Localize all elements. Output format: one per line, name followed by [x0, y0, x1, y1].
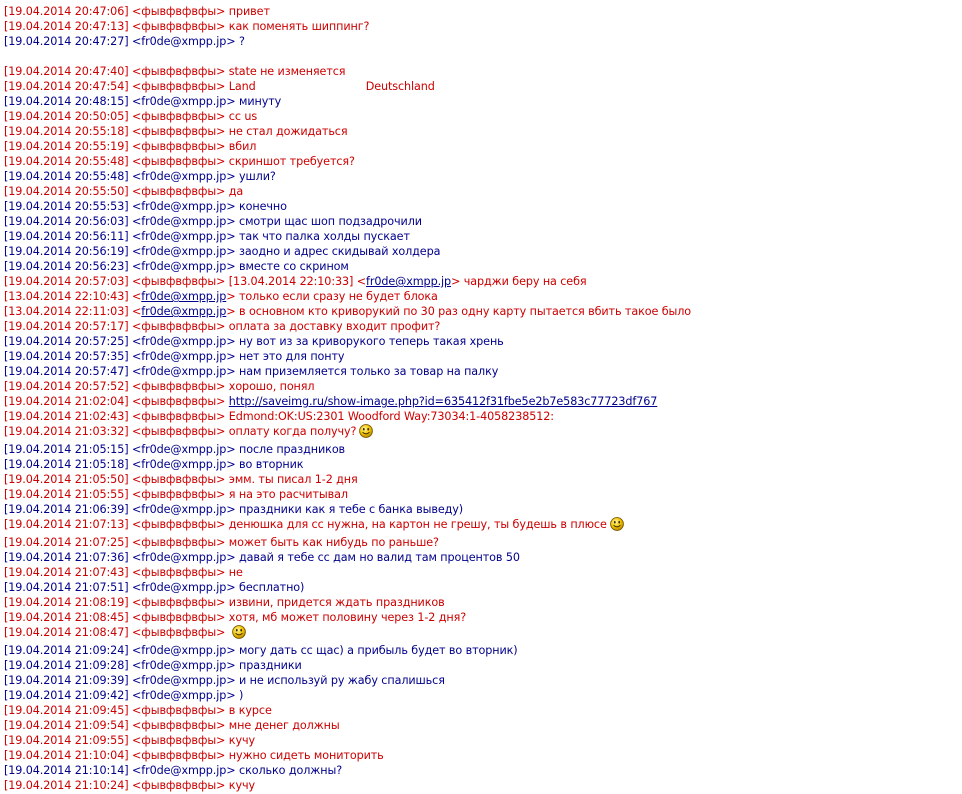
message-nick: <фывфвфвфы>: [131, 110, 226, 123]
message-nick: <fr0de@xmpp.jp>: [131, 350, 236, 363]
message-text: вместе со скрином: [239, 260, 349, 273]
message-text: праздники как я тебе с банка выведу): [239, 503, 464, 516]
message-text: не: [228, 566, 243, 579]
message-nick: <фывфвфвфы>: [131, 719, 226, 732]
message-nick: <фывфвфвфы>: [131, 395, 226, 408]
message-timestamp: [19.04.2014 20:55:48]: [4, 155, 129, 168]
chat-line: [4, 703, 962, 718]
message-timestamp: [19.04.2014 20:57:25]: [4, 335, 129, 348]
message-text: ну вот из за криворукого теперь такая хрень: [239, 335, 504, 348]
message-timestamp: [19.04.2014 20:47:06]: [4, 5, 129, 18]
message-timestamp: [19.04.2014 20:55:18]: [4, 125, 129, 138]
message-text: хорошо, понял: [228, 380, 315, 393]
chat-line: [4, 109, 962, 124]
message-nick: <fr0de@xmpp.jp>: [131, 503, 236, 516]
message-text: эмм. ты писал 1-2 дня: [228, 473, 358, 486]
chat-line: [4, 778, 962, 793]
chat-line: [4, 565, 962, 580]
message-text: Edmond:OK:US:2301 Woodford Way:73034:1-4058238512:: [228, 410, 554, 423]
chat-line: [4, 472, 962, 487]
message-text: смотри щас шоп подзадрочили: [239, 215, 422, 228]
chat-line: [4, 763, 962, 778]
message-text: минуту: [239, 95, 282, 108]
message-timestamp: [19.04.2014 21:10:04]: [4, 749, 129, 762]
chat-line: [4, 379, 962, 394]
message-nick: <fr0de@xmpp.jp>: [131, 443, 236, 456]
chat-line: [4, 487, 962, 502]
message-text: ): [239, 689, 244, 702]
message-nick: <fr0de@xmpp.jp>: [131, 170, 236, 183]
message-nick: <фывфвфвфы>: [131, 155, 226, 168]
message-nick: <фывфвфвфы>: [131, 80, 226, 93]
smiley-wrap: [356, 425, 373, 438]
message-text: во вторник: [239, 458, 304, 471]
message-text: не стал дожидаться: [228, 125, 348, 138]
message-text: state не изменяется: [228, 65, 346, 78]
message-nick: <фывфвфвфы>: [131, 536, 226, 549]
message-nick: <фывфвфвфы>: [131, 488, 226, 501]
message-nick: <фывфвфвфы>: [131, 320, 226, 333]
message-text: вбил: [228, 140, 257, 153]
message-text: кучу: [228, 734, 256, 747]
message-nick: <фывфвфвфы>: [131, 380, 226, 393]
chat-line: [4, 442, 962, 457]
message-text: скриншот требуется?: [228, 155, 355, 168]
message-nick: <fr0de@xmpp.jp>: [131, 458, 236, 471]
message-nick: <fr0de@xmpp.jp>: [131, 200, 236, 213]
chat-line: [4, 139, 962, 154]
message-nick: <фывфвфвфы>: [131, 410, 226, 423]
message-timestamp: [19.04.2014 21:09:54]: [4, 719, 129, 732]
message-nick: <фывфвфвфы>: [131, 611, 226, 624]
message-nick: <: [131, 305, 142, 318]
message-timestamp: [19.04.2014 21:07:51]: [4, 581, 129, 594]
message-nick: <фывфвфвфы>: [131, 185, 226, 198]
smiley-icon: [610, 517, 624, 531]
message-timestamp: [19.04.2014 20:57:17]: [4, 320, 129, 333]
message-text: Deutschland: [365, 80, 435, 93]
message-timestamp: [19.04.2014 20:55:53]: [4, 200, 129, 213]
chat-line: [4, 550, 962, 565]
message-text: кучу: [228, 779, 256, 792]
chat-line: [4, 517, 962, 535]
message-timestamp: [19.04.2014 21:09:42]: [4, 689, 129, 702]
chat-line: [4, 274, 962, 289]
message-timestamp: [19.04.2014 21:02:43]: [4, 410, 129, 423]
message-timestamp: [19.04.2014 20:57:35]: [4, 350, 129, 363]
message-timestamp: [19.04.2014 20:50:05]: [4, 110, 129, 123]
message-nick: <fr0de@xmpp.jp>: [131, 335, 236, 348]
message-text: привет: [228, 5, 270, 18]
chat-line: [4, 658, 962, 673]
message-timestamp: [19.04.2014 20:57:03]: [4, 275, 129, 288]
smiley-wrap: [229, 626, 246, 639]
message-timestamp: [19.04.2014 20:55:19]: [4, 140, 129, 153]
message-text: оплата за доставку входит профит?: [228, 320, 441, 333]
chat-line: [4, 457, 962, 472]
message-nick: <fr0de@xmpp.jp>: [131, 551, 236, 564]
message-timestamp: [19.04.2014 21:09:28]: [4, 659, 129, 672]
chat-line: [4, 34, 962, 49]
message-nick: <фывфвфвфы>: [131, 596, 226, 609]
message-nick: <fr0de@xmpp.jp>: [131, 659, 236, 672]
message-timestamp: [19.04.2014 20:55:50]: [4, 185, 129, 198]
message-timestamp: [19.04.2014 21:08:47]: [4, 626, 129, 639]
message-timestamp: [19.04.2014 21:07:13]: [4, 518, 129, 531]
chat-line: [4, 289, 962, 304]
message-nick: <fr0de@xmpp.jp>: [131, 245, 236, 258]
message-timestamp: [19.04.2014 21:02:04]: [4, 395, 129, 408]
message-timestamp: [19.04.2014 21:09:24]: [4, 644, 129, 657]
message-nick: <фывфвфвфы>: [131, 20, 226, 33]
message-text: и не используй ру жабу спалишься: [239, 674, 445, 687]
quoted-prefix: [13.04.2014 22:10:33] <: [228, 275, 367, 288]
message-text: заодно и адрес скидывай холдера: [239, 245, 441, 258]
message-text: > в основном кто криворукий по 30 раз одну карту пытается вбить такое было: [226, 305, 692, 318]
chat-line: [4, 748, 962, 763]
message-text: Land: [228, 80, 256, 93]
message-timestamp: [19.04.2014 21:08:19]: [4, 596, 129, 609]
message-text: сколько должны?: [239, 764, 343, 777]
jid-link[interactable]: fr0de@xmpp.jp: [141, 290, 227, 303]
message-nick: <: [131, 290, 142, 303]
message-nick: <фывфвфвфы>: [131, 734, 226, 747]
message-timestamp: [19.04.2014 21:05:18]: [4, 458, 129, 471]
chat-line: [4, 184, 962, 199]
message-text: после праздников: [239, 443, 346, 456]
message-timestamp: [19.04.2014 21:03:32]: [4, 425, 129, 438]
message-timestamp: [19.04.2014 21:10:24]: [4, 779, 129, 792]
jid-link[interactable]: fr0de@xmpp.jp: [366, 275, 452, 288]
message-nick: <fr0de@xmpp.jp>: [131, 260, 236, 273]
message-nick: <fr0de@xmpp.jp>: [131, 689, 236, 702]
message-text: могу дать сс щас) а прибыль будет во вторник): [239, 644, 518, 657]
chat-line: [4, 625, 962, 643]
message-timestamp: [19.04.2014 20:56:23]: [4, 260, 129, 273]
message-text: праздники: [239, 659, 302, 672]
message-timestamp: [19.04.2014 20:56:11]: [4, 230, 129, 243]
message-nick: <фывфвфвфы>: [131, 275, 226, 288]
message-timestamp: [19.04.2014 20:48:15]: [4, 95, 129, 108]
message-timestamp: [19.04.2014 21:05:15]: [4, 443, 129, 456]
message-text: оплату когда получу?: [228, 425, 357, 438]
chat-line: [4, 733, 962, 748]
chat-line: [4, 64, 962, 79]
message-text: ушли?: [239, 170, 276, 183]
chat-line: [4, 595, 962, 610]
message-nick: <fr0de@xmpp.jp>: [131, 35, 236, 48]
message-timestamp: [13.04.2014 22:10:43]: [4, 290, 129, 303]
message-timestamp: [19.04.2014 21:05:50]: [4, 473, 129, 486]
message-nick: <фывфвфвфы>: [131, 749, 226, 762]
chat-line: [4, 610, 962, 625]
chat-line: [4, 229, 962, 244]
message-timestamp: [19.04.2014 20:47:40]: [4, 65, 129, 78]
message-timestamp: [19.04.2014 20:47:27]: [4, 35, 129, 48]
chat-line: [4, 4, 962, 19]
message-nick: <fr0de@xmpp.jp>: [131, 215, 236, 228]
message-timestamp: [13.04.2014 22:11:03]: [4, 305, 129, 318]
message-timestamp: [19.04.2014 20:47:13]: [4, 20, 129, 33]
message-timestamp: [19.04.2014 21:08:45]: [4, 611, 129, 624]
message-timestamp: [19.04.2014 20:57:52]: [4, 380, 129, 393]
message-nick: <fr0de@xmpp.jp>: [131, 764, 236, 777]
message-text: конечно: [239, 200, 287, 213]
chat-line: [4, 79, 962, 94]
message-text: бесплатно): [239, 581, 305, 594]
message-nick: <фывфвфвфы>: [131, 779, 226, 792]
message-nick: <фывфвфвфы>: [131, 473, 226, 486]
message-timestamp: [19.04.2014 20:55:48]: [4, 170, 129, 183]
chat-line: [4, 502, 962, 517]
chat-line: [4, 199, 962, 214]
chat-line: [4, 319, 962, 334]
chat-line: [4, 424, 962, 442]
message-nick: <fr0de@xmpp.jp>: [131, 644, 236, 657]
smiley-icon: [232, 625, 246, 639]
message-nick: <фывфвфвфы>: [131, 65, 226, 78]
chat-line: [4, 673, 962, 688]
message-timestamp: [19.04.2014 21:07:36]: [4, 551, 129, 564]
chat-line: [4, 364, 962, 379]
chat-line: [4, 154, 962, 169]
message-timestamp: [19.04.2014 21:09:39]: [4, 674, 129, 687]
chat-line: [4, 244, 962, 259]
chat-line: [4, 349, 962, 364]
smiley-icon: [359, 424, 373, 438]
message-text: хотя, мб может половину через 1-2 дня?: [228, 611, 467, 624]
message-timestamp: [19.04.2014 20:56:03]: [4, 215, 129, 228]
message-timestamp: [19.04.2014 21:07:43]: [4, 566, 129, 579]
message-nick: <фывфвфвфы>: [131, 626, 226, 639]
message-text: > только если сразу не будет блока: [226, 290, 438, 303]
message-timestamp: [19.04.2014 20:56:19]: [4, 245, 129, 258]
message-text: нужно сидеть мониторить: [228, 749, 384, 762]
message-text: так что палка холды пускает: [239, 230, 410, 243]
message-timestamp: [19.04.2014 21:09:45]: [4, 704, 129, 717]
chat-line: [4, 94, 962, 109]
message-text: cc us: [228, 110, 258, 123]
chat-line: [4, 580, 962, 595]
message-nick: <фывфвфвфы>: [131, 140, 226, 153]
message-text: нет это для понту: [239, 350, 345, 363]
chat-line: [4, 643, 962, 658]
chat-line: [4, 259, 962, 274]
chat-line: [4, 394, 962, 409]
message-text: может быть как нибудь по раньше?: [228, 536, 439, 549]
message-text: в курсе: [228, 704, 272, 717]
message-timestamp: [19.04.2014 21:06:39]: [4, 503, 129, 516]
message-nick: <фывфвфвфы>: [131, 518, 226, 531]
message-nick: <fr0de@xmpp.jp>: [131, 674, 236, 687]
message-nick: <фывфвфвфы>: [131, 566, 226, 579]
message-nick: <фывфвфвфы>: [131, 704, 226, 717]
message-nick: <фывфвфвфы>: [131, 125, 226, 138]
message-nick: <фывфвфвфы>: [131, 425, 226, 438]
chat-line: [4, 214, 962, 229]
jid-link[interactable]: fr0de@xmpp.jp: [141, 305, 227, 318]
message-text: я на это расчитывал: [228, 488, 348, 501]
message-text: > чарджи беру на себя: [451, 275, 587, 288]
message-text: ?: [239, 35, 245, 48]
message-nick: <fr0de@xmpp.jp>: [131, 95, 236, 108]
message-text: денюшка для сс нужна, на картон не грешу, ты будешь в плюсе: [228, 518, 607, 531]
message-nick: <fr0de@xmpp.jp>: [131, 581, 236, 594]
message-nick: <фывфвфвфы>: [131, 5, 226, 18]
message-timestamp: [19.04.2014 20:47:54]: [4, 80, 129, 93]
smiley-wrap: [607, 518, 624, 531]
chat-line: [4, 688, 962, 703]
chat-line: [4, 124, 962, 139]
message-text: да: [228, 185, 244, 198]
chat-line: [4, 19, 962, 34]
message-timestamp: [19.04.2014 21:09:55]: [4, 734, 129, 747]
message-timestamp: [19.04.2014 21:05:55]: [4, 488, 129, 501]
message-text: мне денег должны: [228, 719, 340, 732]
chat-line: [4, 409, 962, 424]
message-text: извини, придется ждать праздников: [228, 596, 445, 609]
chat-line: [4, 169, 962, 184]
message-nick: <fr0de@xmpp.jp>: [131, 230, 236, 243]
message-text: давай я тебе сс дам но валид там процентов 50: [239, 551, 520, 564]
chat-line: [4, 304, 962, 319]
message-timestamp: [19.04.2014 21:10:14]: [4, 764, 129, 777]
message-timestamp: [19.04.2014 20:57:47]: [4, 365, 129, 378]
chat-log: [4, 4, 962, 793]
message-timestamp: [19.04.2014 21:07:25]: [4, 536, 129, 549]
chat-line: [4, 535, 962, 550]
blank-line: [4, 49, 962, 64]
url-link[interactable]: http://saveimg.ru/show-image.php?id=635412f31fbe5e2b7e583c77723df767: [228, 395, 658, 408]
chat-line: [4, 718, 962, 733]
chat-line: [4, 334, 962, 349]
message-nick: <fr0de@xmpp.jp>: [131, 365, 236, 378]
message-text: как поменять шиппинг?: [228, 20, 370, 33]
message-text: нам приземляется только за товар на палку: [239, 365, 499, 378]
